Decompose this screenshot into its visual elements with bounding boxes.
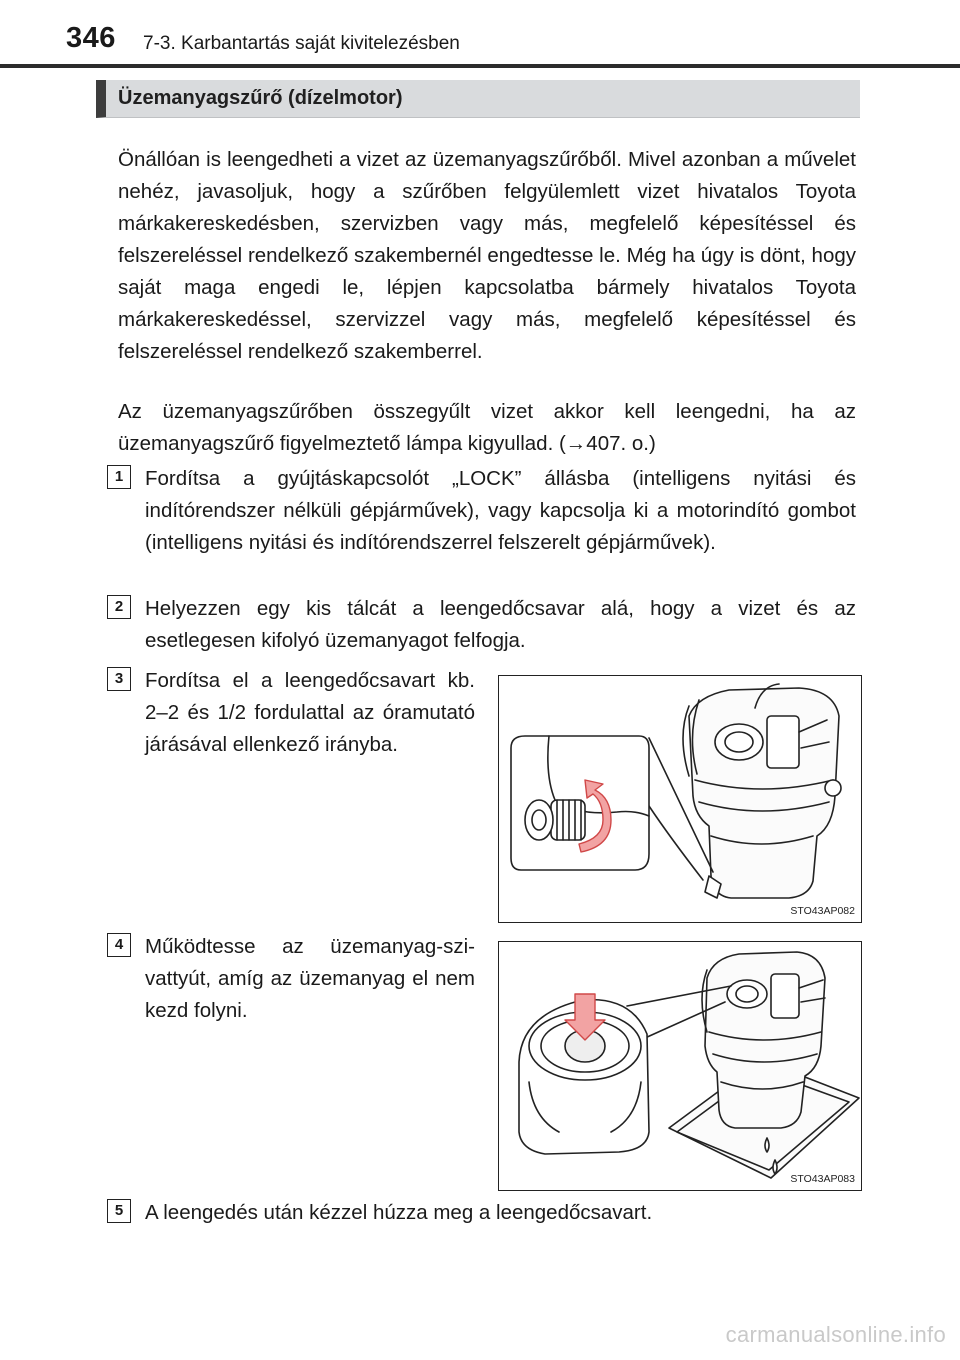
step-text-1: Fordítsa a gyújtáskapcsolót „LOCK” állásba (intelligens nyitási és indítórendszer nélküli gépjárművek), vagy kapcsolja ki a motorindító gombot (intelligens nyitási és indítórendszerrel felszerelt gépjárművek).	[145, 467, 856, 554]
chapter-title: 7-3. Karbantartás saját kivitelezésben	[143, 33, 460, 54]
step-text-2: Helyezzen egy kis tálcát a leengedőcsavar alá, hogy a vizet és az esetlegesen kifolyó üzemanyagot felfogja.	[145, 597, 856, 652]
header-rule	[0, 64, 960, 68]
step-text-5: A leengedés után kézzel húzza meg a leengedőcsavart.	[145, 1201, 653, 1224]
page-number: 346	[66, 22, 116, 54]
step-text-4: Működtesse az üzemanyag-szivattyút, amíg az üzemanyag el nem kezd folyni.	[145, 935, 475, 1022]
step-number-4: 4	[107, 933, 131, 957]
step-number-1: 1	[107, 465, 131, 489]
intro-paragraph-2: Az üzemanyagszűrőben összegyűlt vizet akkor kell leengedni, ha az üzemanyagszűrő figyelmeztető lámpa kigyullad. (→407. o.)	[118, 400, 856, 455]
watermark: carmanualsonline.info	[725, 1322, 946, 1347]
fuel-pump-press-illustration-icon	[499, 942, 860, 1189]
section-heading-text: Üzemanyagszűrő (dízelmotor)	[118, 87, 403, 109]
step-number-2: 2	[107, 595, 131, 619]
drain-plug-rotate-illustration-icon	[499, 676, 860, 921]
step-number-3: 3	[107, 667, 131, 691]
figure-code-2: STO43AP083	[790, 1173, 855, 1185]
intro-paragraph-1: Önállóan is leengedheti a vizet az üzemanyagszűrőből. Mivel azonban a művelet nehéz, javasoljuk, hogy a szűrőben felgyülemlett vizet hivatalos Toyota márkakereskedésben, szervizben vagy más, megfelelő képesítéssel és felszereléssel rendelkező szakembernél engedtesse le. Még ha úgy is dönt, hogy saját maga engedi le, lépjen kapcsolatba bármely hivatalos Toyota márkakereskedéssel, szervizzel vagy más, megfelelő képesítéssel és felszereléssel rendelkező szakemberrel.	[118, 148, 856, 363]
step-text-3: Fordítsa el a leengedőcsavart kb. 2–2 és 1/2 fordulattal az óramutató járásával ellenkező irányba.	[145, 669, 475, 756]
figure-fuel-pump	[498, 941, 862, 1191]
figure-drain-plug	[498, 675, 862, 923]
figure-code-1: STO43AP082	[790, 905, 855, 917]
section-heading	[96, 80, 860, 118]
step-number-5: 5	[107, 1199, 131, 1223]
